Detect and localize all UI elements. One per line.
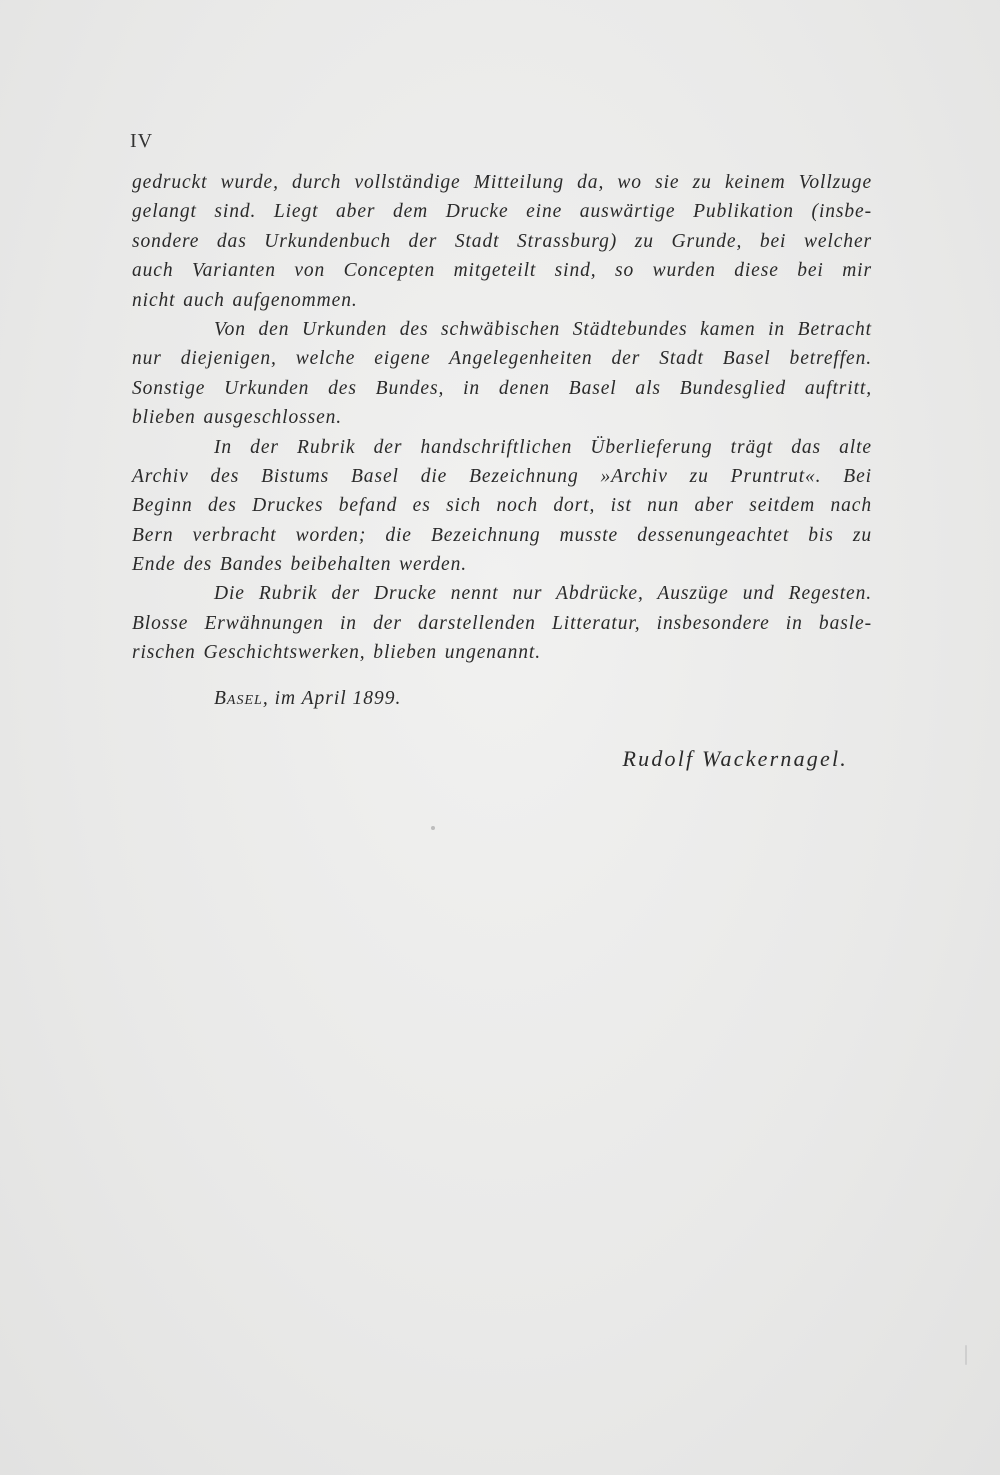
paragraph-2 xyxy=(132,315,872,433)
text-line: nicht auch aufgenommen. xyxy=(132,289,358,311)
preface-body xyxy=(132,168,872,668)
dateline-date: , im April 1899. xyxy=(262,688,402,709)
text-line: Blosse Erwähnungen in der darstellenden Litteratur, insbesondere in basle- xyxy=(132,612,872,634)
text-line: In der Rubrik der handschriftlichen Überlieferung trägt das alte xyxy=(214,436,872,458)
text-line: Beginn des Druckes befand es sich noch dort, ist nun aber seitdem nach xyxy=(132,495,872,517)
page-number: IV xyxy=(130,130,154,152)
author-signature: Rudolf Wackernagel. xyxy=(622,746,848,771)
text-line: auch Varianten von Concepten mitgeteilt sind, so wurden diese bei mir xyxy=(132,260,872,282)
paper-speck xyxy=(965,1345,967,1365)
text-line: Archiv des Bistums Basel die Bezeichnung »Archiv zu Pruntrut«. Bei xyxy=(132,465,872,487)
text-line: Bern verbracht worden; die Bezeichnung musste dessenungeachtet bis zu xyxy=(132,524,872,546)
paragraph-1 xyxy=(132,168,872,315)
dateline-place: Basel xyxy=(214,688,263,709)
text-line: sondere das Urkundenbuch der Stadt Strassburg) zu Grunde, bei welcher xyxy=(132,230,872,252)
text-line: gelangt sind. Liegt aber dem Drucke eine auswärtige Publikation (insbe- xyxy=(132,201,872,223)
text-line: blieben ausgeschlossen. xyxy=(132,407,343,429)
dateline xyxy=(214,688,401,710)
text-line: Die Rubrik der Drucke nennt nur Abdrücke, Auszüge und Regesten. xyxy=(214,583,872,605)
text-line: Von den Urkunden des schwäbischen Städtebundes kamen in Betracht xyxy=(214,318,872,340)
text-line: rischen Geschichtswerken, blieben ungenannt. xyxy=(132,642,541,664)
text-line: gedruckt wurde, durch vollständige Mitteilung da, wo sie zu keinem Vollzuge xyxy=(132,172,872,193)
text-line: Sonstige Urkunden des Bundes, in denen Basel als Bundesglied auftritt, xyxy=(132,377,872,399)
paper-speck xyxy=(431,826,435,830)
text-line: nur diejenigen, welche eigene Angelegenheiten der Stadt Basel betreffen. xyxy=(132,348,872,370)
paragraph-3 xyxy=(132,433,872,580)
paragraph-4 xyxy=(132,579,872,667)
text-line: Ende des Bandes beibehalten werden. xyxy=(132,554,467,576)
